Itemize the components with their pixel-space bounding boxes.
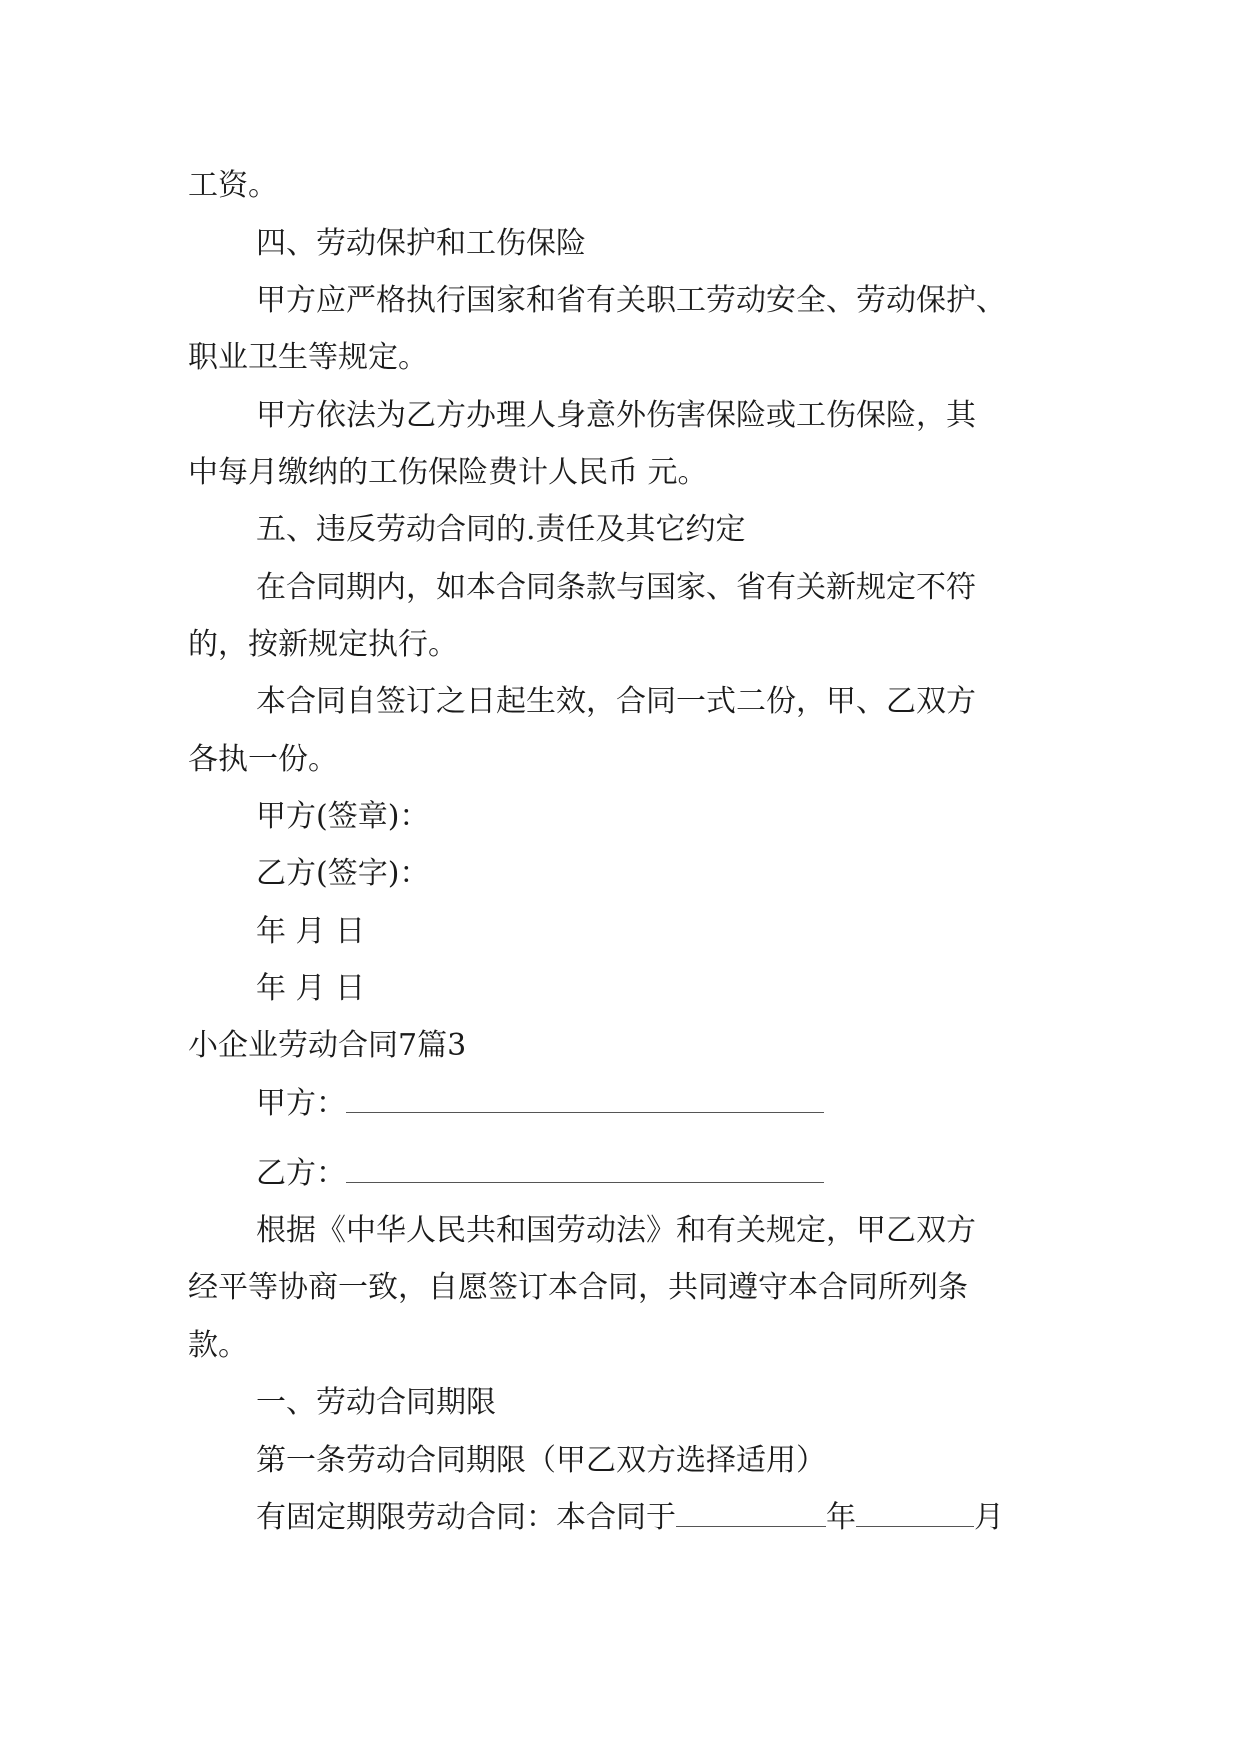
text-line-3: 甲方应严格执行国家和省有关职工劳动安全、劳动保护、	[256, 283, 1006, 318]
month-blank	[856, 1502, 974, 1527]
year-label: 年	[826, 1500, 856, 1535]
party-a-seal-line: 甲方(签章)：	[256, 799, 430, 834]
article-1-heading: 第一条劳动合同期限（甲乙双方选择适用）	[256, 1443, 826, 1478]
party-a-line	[256, 1084, 824, 1124]
text-line-19: 根据《中华人民共和国劳动法》和有关规定，甲乙双方	[256, 1213, 976, 1248]
party-a-blank	[346, 1088, 824, 1113]
article-title: 小企业劳动合同7篇3	[188, 1028, 467, 1063]
party-b-sign-line: 乙方(签字)：	[256, 856, 430, 891]
party-b-blank	[346, 1158, 824, 1183]
fixed-term-line	[256, 1498, 1004, 1538]
text-line-4: 职业卫生等规定。	[188, 340, 428, 375]
text-line-20: 经平等协商一致，自愿签订本合同，共同遵守本合同所列条	[188, 1270, 968, 1305]
section-heading-5: 五、违反劳动合同的.责任及其它约定	[256, 512, 746, 547]
text-line-1: 工资。	[188, 168, 278, 203]
text-line-5: 甲方依法为乙方办理人身意外伤害保险或工伤保险，其	[256, 398, 976, 433]
fixed-term-label: 有固定期限劳动合同：本合同于	[256, 1500, 676, 1535]
date-line-2: 年 月 日	[256, 971, 366, 1006]
party-b-label: 乙方：	[256, 1156, 346, 1191]
date-line-1: 年 月 日	[256, 914, 366, 949]
party-a-label: 甲方：	[256, 1086, 346, 1121]
text-line-9: 的，按新规定执行。	[188, 627, 458, 662]
section-heading-1: 一、劳动合同期限	[256, 1385, 496, 1420]
text-line-10: 本合同自签订之日起生效，合同一式二份，甲、乙双方	[256, 684, 976, 719]
year-blank	[676, 1502, 826, 1527]
text-line-8: 在合同期内，如本合同条款与国家、省有关新规定不符	[256, 570, 976, 605]
party-b-line	[256, 1154, 824, 1194]
month-label: 月	[974, 1500, 1004, 1535]
text-line-6: 中每月缴纳的工伤保险费计人民币 元。	[188, 455, 708, 490]
text-line-11: 各执一份。	[188, 742, 338, 777]
text-line-21: 款。	[188, 1328, 248, 1363]
section-heading-4: 四、劳动保护和工伤保险	[256, 226, 586, 261]
